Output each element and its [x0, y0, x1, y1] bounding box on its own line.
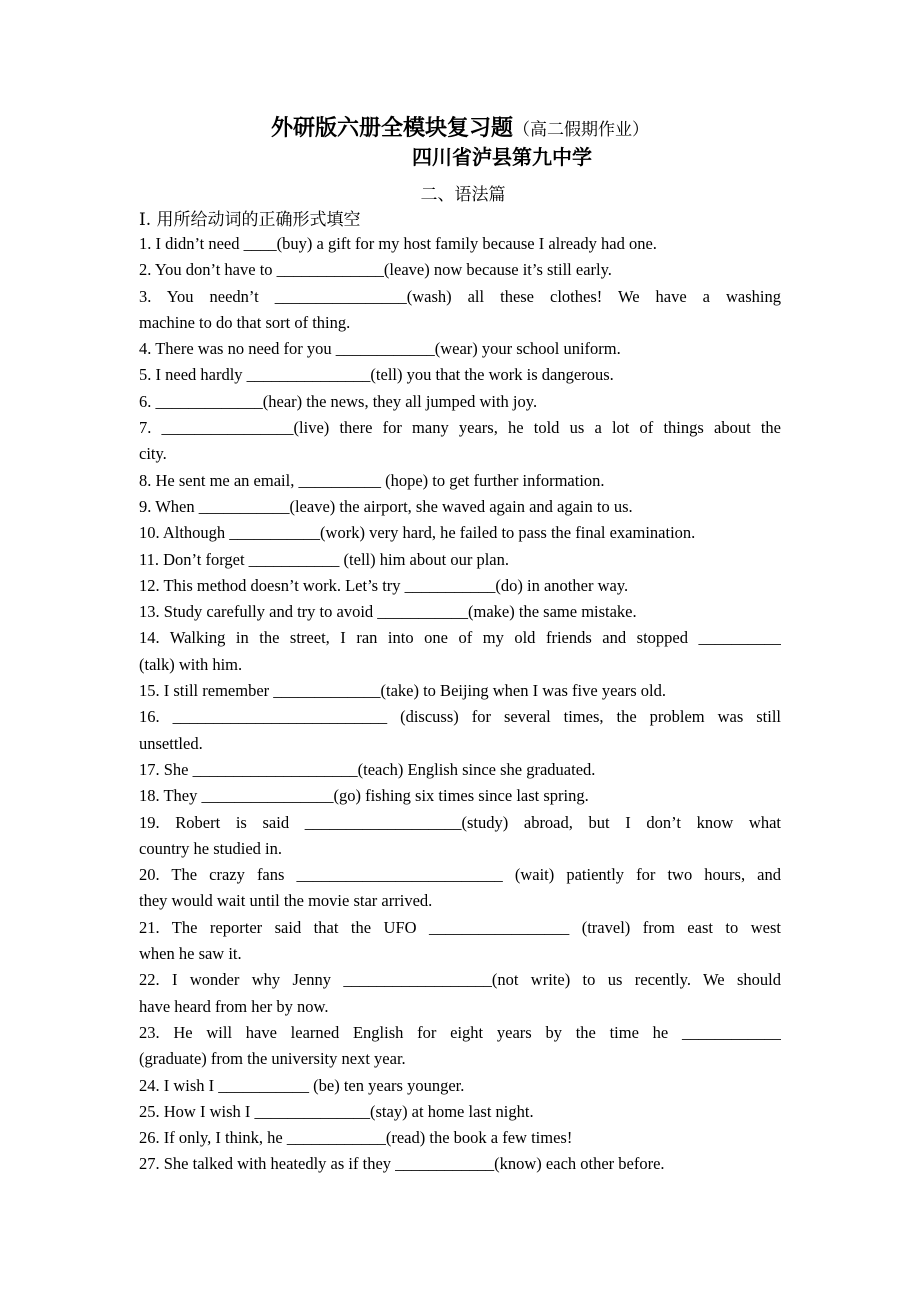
exercise-list — [139, 231, 781, 1178]
exercise-item-line: 3. You needn’t ________________(wash) all these clothes! We have a washing — [139, 286, 781, 306]
exercise-item-line: when he saw it. — [139, 944, 242, 964]
title-note: （高二假期作业） — [513, 120, 649, 140]
exercise-item-line: 5. I need hardly _______________(tell) you that the work is dangerous. — [139, 365, 614, 385]
exercise-item-line: 7. ________________(live) there for many years, he told us a lot of things about the — [139, 418, 781, 438]
exercise-item-line: 4. There was no need for you ____________(wear) your school uniform. — [139, 339, 621, 359]
exercise-item-line: 12. This method doesn’t work. Let’s try ___________(do) in another way. — [139, 575, 629, 595]
exercise-item-line: 13. Study carefully and try to avoid ___________(make) the same mistake. — [139, 602, 637, 622]
exercise-item-line: 6. _____________(hear) the news, they all jumped with joy. — [139, 391, 538, 411]
exercise-item-line: country he studied in. — [139, 838, 282, 858]
school-name: 四川省泸县第九中学 — [412, 145, 592, 169]
exercise-heading: I. 用所给动词的正确形式填空 — [139, 210, 361, 230]
exercise-item-line: (talk) with him. — [139, 654, 243, 674]
exercise-item-line: 21. The reporter said that the UFO _________________ (travel) from east to west — [139, 917, 781, 937]
exercise-item-line: 24. I wish I ___________ (be) ten years younger. — [139, 1075, 465, 1095]
exercise-item-line: (graduate) from the university next year. — [139, 1049, 406, 1069]
exercise-item-line: 17. She ____________________(teach) English since she graduated. — [139, 759, 596, 779]
exercise-item-line: 11. Don’t forget ___________ (tell) him about our plan. — [139, 549, 509, 569]
exercise-item-line: 2. You don’t have to _____________(leave) now because it’s still early. — [139, 260, 612, 280]
exercise-item-line: have heard from her by now. — [139, 996, 329, 1016]
exercise-item-line: 14. Walking in the street, I ran into one of my old friends and stopped __________ — [139, 628, 781, 648]
exercise-item-line: 18. They ________________(go) fishing six times since last spring. — [139, 786, 589, 806]
exercise-item-line: they would wait until the movie star arrived. — [139, 891, 433, 911]
exercise-item-line: machine to do that sort of thing. — [139, 312, 351, 332]
exercise-item-line: 10. Although ___________(work) very hard, he failed to pass the final examination. — [139, 523, 696, 543]
exercise-item-line: 9. When ___________(leave) the airport, she waved again and again to us. — [139, 496, 633, 516]
document-title — [0, 111, 920, 142]
exercise-item-line: 27. She talked with heatedly as if they ____________(know) each other before. — [139, 1154, 665, 1174]
exercise-item-line: 23. He will have learned English for eight years by the time he ____________ — [139, 1022, 781, 1042]
exercise-item-line: 1. I didn’t need ____(buy) a gift for my host family because I already had one. — [139, 234, 657, 253]
exercise-item-line: 19. Robert is said ___________________(study) abroad, but I don’t know what — [139, 812, 781, 832]
exercise-item-line: 25. How I wish I ______________(stay) at home last night. — [139, 1101, 534, 1121]
exercise-item-line: 16. __________________________ (discuss) for several times, the problem was still — [139, 707, 781, 727]
exercise-item-line: unsettled. — [139, 733, 203, 753]
title-text: 外研版六册全模块复习题 — [270, 116, 513, 141]
exercise-item-line: 22. I wonder why Jenny __________________(not write) to us recently. We should — [139, 970, 781, 990]
exercise-item-line: 15. I still remember _____________(take) to Beijing when I was five years old. — [139, 681, 666, 701]
exercise-item-line: 8. He sent me an email, __________ (hope) to get further information. — [139, 470, 605, 490]
exercise-item-line: 20. The crazy fans _________________________ (wait) patiently for two hours, and — [139, 865, 781, 885]
exercise-item-line: city. — [139, 444, 167, 464]
exercise-item-line: 26. If only, I think, he ____________(read) the book a few times! — [139, 1128, 573, 1148]
section-title: 二、语法篇 — [420, 185, 506, 205]
